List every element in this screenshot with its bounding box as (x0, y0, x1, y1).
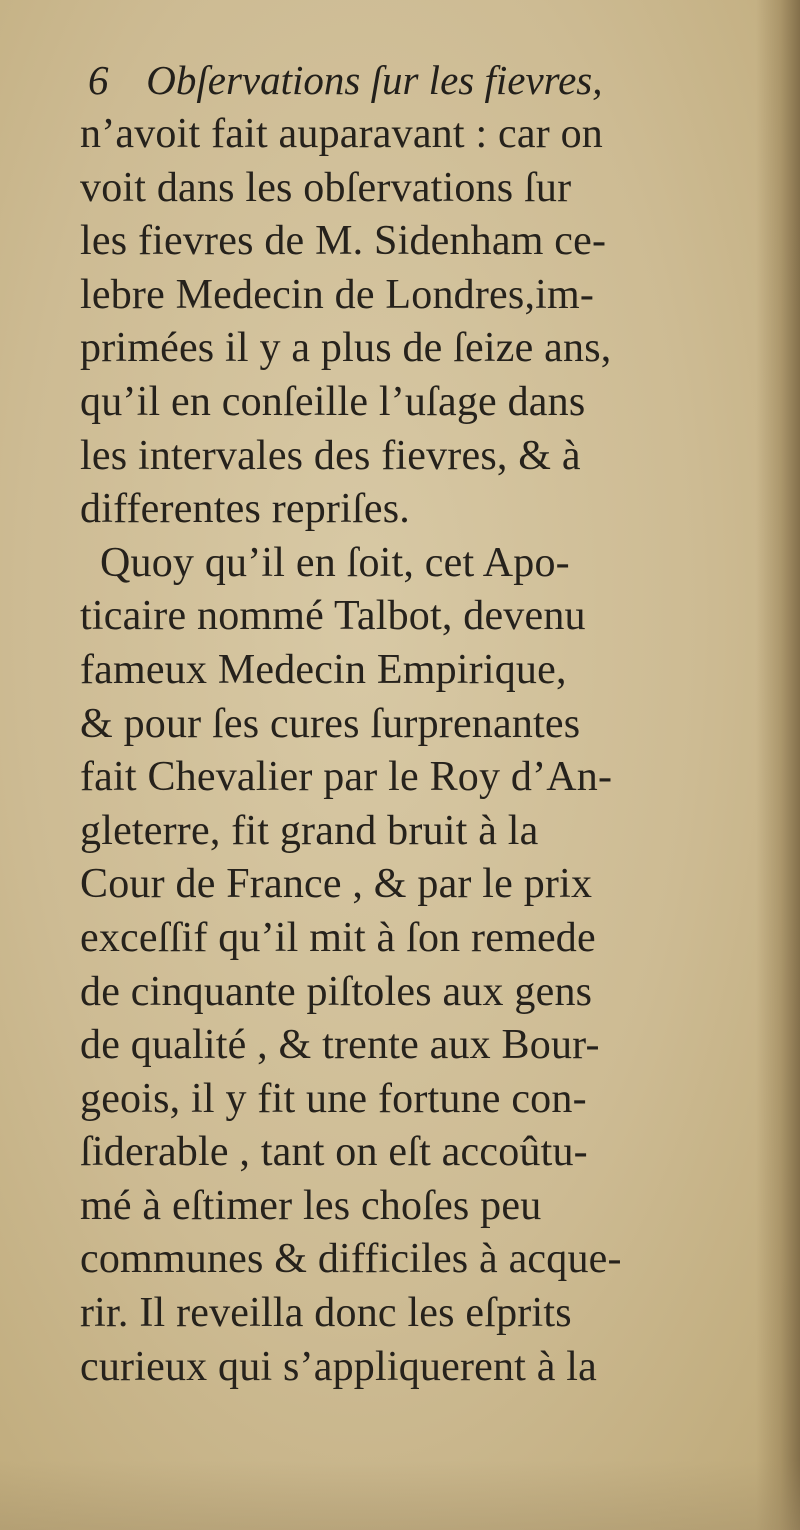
text-line: les intervales des fievres, & à (80, 432, 581, 479)
text-line: de qualité , & trente aux Bour- (80, 1022, 600, 1069)
text-line: rir. Il reveilla donc les eſprits (80, 1290, 572, 1337)
text-line: ticaire nommé Talbot, devenu (80, 593, 586, 640)
text-line: gleterre, fit grand bruit à la (80, 807, 539, 854)
text-line: les fievres de M. Sidenham ce- (80, 218, 607, 265)
page-number: 6 (88, 57, 109, 103)
text-line: geois, il y fit une fortune con- (80, 1075, 587, 1122)
text-line: de cinquante piſtoles aux gens (80, 968, 593, 1015)
running-header (88, 50, 728, 110)
text-line: & pour ſes cures ſurprenantes (80, 700, 581, 747)
text-line: differentes repriſes. (80, 486, 410, 533)
paragraph-start-line: Quoy qu’il en ſoit, cet Apo- (100, 539, 570, 586)
text-line: communes & difficiles à acque- (80, 1236, 622, 1283)
page-gutter-shadow (756, 0, 800, 1530)
text-line: mé à eſtimer les choſes peu (80, 1182, 542, 1229)
text-line: ſiderable , tant on eſt accoûtu- (80, 1129, 588, 1176)
text-line: primées il y a plus de ſeize ans, (80, 325, 612, 372)
text-line: voit dans les obſervations ſur (80, 164, 572, 211)
text-line: fameux Medecin Empirique, (80, 646, 567, 693)
text-line: fait Chevalier par le Roy d’An- (80, 754, 613, 801)
running-title: Obſervations ſur les fievres, (146, 57, 603, 103)
text-line: curieux qui s’appliquerent à la (80, 1343, 598, 1390)
text-line: lebre Medecin de Londres,im- (80, 271, 595, 318)
text-line: exceſſif qu’il mit à ſon remede (80, 914, 596, 961)
text-line: n’avoit fait auparavant : car on (80, 111, 603, 157)
page-bottom-shade (0, 1460, 800, 1530)
body-text (80, 108, 720, 1394)
text-line: Cour de France , & par le prix (80, 861, 593, 908)
text-line: qu’il en conſeille l’uſage dans (80, 378, 586, 425)
